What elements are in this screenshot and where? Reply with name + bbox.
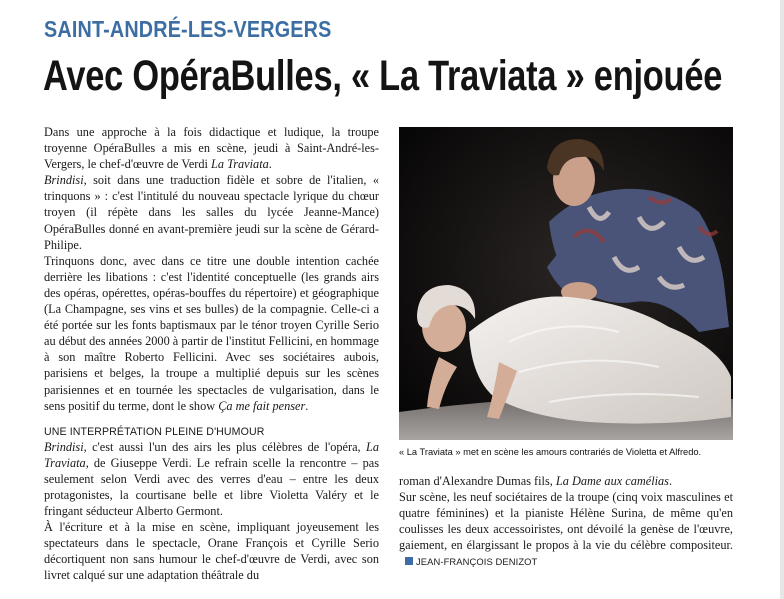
- section-subhead: UNE INTERPRÉTATION PLEINE D'HUMOUR: [44, 425, 265, 438]
- page-edge: [780, 0, 784, 599]
- paragraph-roman: roman d'Alexandre Dumas fils, La Dame aux camélias.: [399, 474, 673, 488]
- byline-square-icon: [405, 557, 413, 565]
- article-column-right: [399, 473, 733, 571]
- photo-caption: « La Traviata » met en scène les amours contrariés de Violetta et Alfredo.: [399, 447, 702, 457]
- paragraph-air: Brindisi, c'est aussi l'un des airs les plus célèbres de l'opéra, La Traviata, de Giuseppe Verdi. Le refrain scelle la rencontre – pas seulement selon Verdi avec des verres d'eau – entre les deux protagonistes, la courtisane belle et libre Violetta Valéry et le fringant séducteur Alberto Germont.: [44, 439, 379, 519]
- article-headline: Avec OpéraBulles, « La Traviata » enjouée: [43, 52, 723, 100]
- paragraph-mise-en-scene: À l'écriture et à la mise en scène, impliquant joyeusement les spectateurs dans le spectacle, Orane François et Cyrille Serio décortiquent non sans humour le chef-d'œuvre de Verdi, avec son livret calqué sur une adaptation théâtrale du: [44, 520, 379, 583]
- stage-photo-illustration: [399, 127, 733, 440]
- paragraph-scene: Sur scène, les neuf sociétaires de la troupe (cinq voix masculines et quatre féminines) et la pianiste Hélène Surina, de même qu'en coulisses les deux accessoiristes, ont dévoilé la genèse de l'œuvre, gaiement, en élargissant le propos à la vie du célèbre compositeur.JEAN-FRANÇOIS DENIZOT: [399, 490, 733, 568]
- paragraph-brindisi: Brindisi, soit dans une traduction fidèle et sobre de l'italien, « trinquons » : c'est l'intitulé du nouveau spectacle lyrique du chœur troyen (il répète dans les salles du lycée Jeanne-Mance) OpéraBulles donné en avant-première jeudi sur la scène de Gérard-Philipe.: [44, 173, 379, 252]
- paragraph-intro: Dans une approche à la fois didactique et ludique, la troupe troyenne OpéraBulles a mis en scène, jeudi à Saint-André-les-Vergers, le chef-d'œuvre de Verdi La Traviata.: [44, 125, 379, 172]
- kicker-location: SAINT-ANDRÉ-LES-VERGERS: [44, 16, 332, 42]
- paragraph-trinquons: Trinquons donc, avec dans ce titre une double intention cachée derrière les libations : c'est l'identité conceptuelle (les grands airs des opéras, opérettes, opéras-bouffes du répertoire) et géographique (La Champagne, ses vins et ses bulles) de la compagnie. Celle-ci a été portée sur les fonts baptismaux par le ténor troyen Cyrille Serio au début des années 2000 à partir de l'institut Fellicini, en hommage à son maître Roberto Fellicini. Avec ses sociétaires aubois, parisiens et belges, la troupe a multiplié depuis sur les scènes parisiennes et en tournée les spectacles de vulgarisation, dans le sens positif du terme, dont le show Ça me fait penser.: [44, 253, 379, 413]
- article-column-left: [44, 124, 379, 584]
- article-byline: JEAN-FRANÇOIS DENIZOT: [416, 556, 538, 568]
- article-photo: [399, 127, 733, 440]
